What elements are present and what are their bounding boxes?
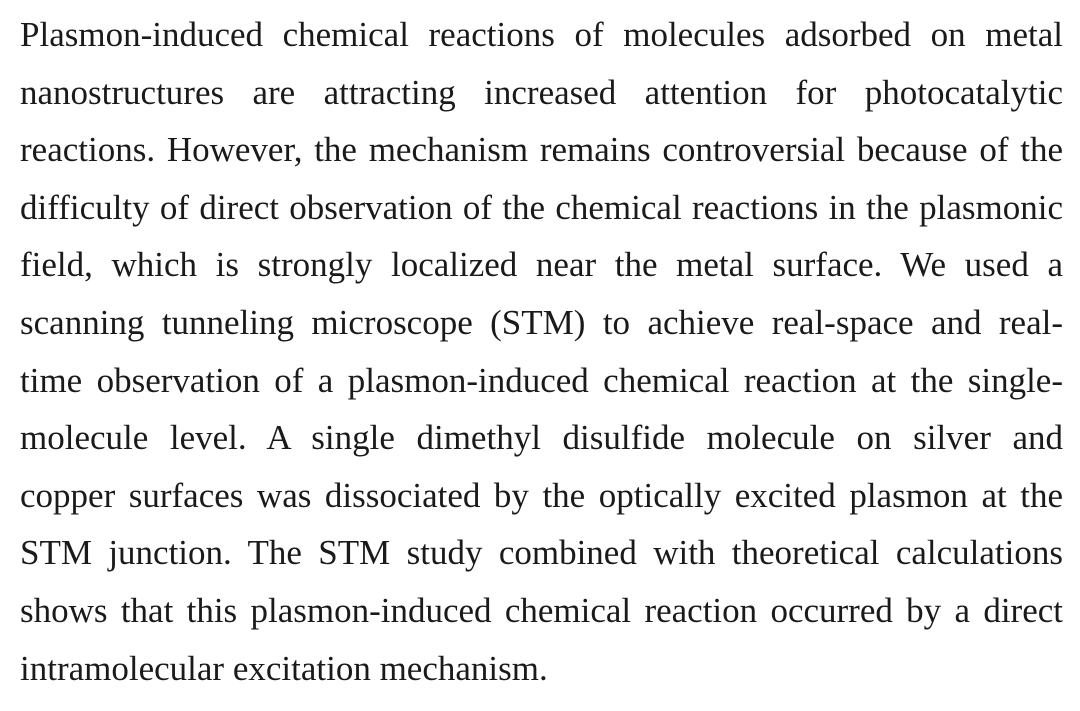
text-line: scanning tunneling microscope (STM) to achieve real-space and real-: [20, 302, 1063, 342]
text-line: intramolecular excitation mechanism.: [20, 648, 548, 688]
text-line: time observation of a plasmon-induced chemical reaction at the single-: [20, 360, 1063, 400]
text-line: molecule level. A single dimethyl disulfide molecule on silver and: [20, 418, 1063, 458]
text-line: field, which is strongly localized near the metal surface. We used a: [20, 245, 1063, 285]
text-line: difficulty of direct observation of the chemical reactions in the plasmonic: [20, 187, 1063, 227]
text-line: copper surfaces was dissociated by the optically excited plasmon at the: [20, 475, 1063, 515]
text-line: Plasmon-induced chemical reactions of molecules adsorbed on metal: [20, 15, 1063, 54]
text-line: STM junction. The STM study combined with theoretical calculations: [20, 533, 1063, 573]
text-line: shows that this plasmon-induced chemical reaction occurred by a direct: [20, 590, 1063, 630]
text-line: nanostructures are attracting increased attention for photocatalytic: [20, 72, 1063, 112]
abstract-paragraph: [20, 6, 1063, 697]
text-line: reactions. However, the mechanism remains controversial because of the: [20, 130, 1063, 170]
